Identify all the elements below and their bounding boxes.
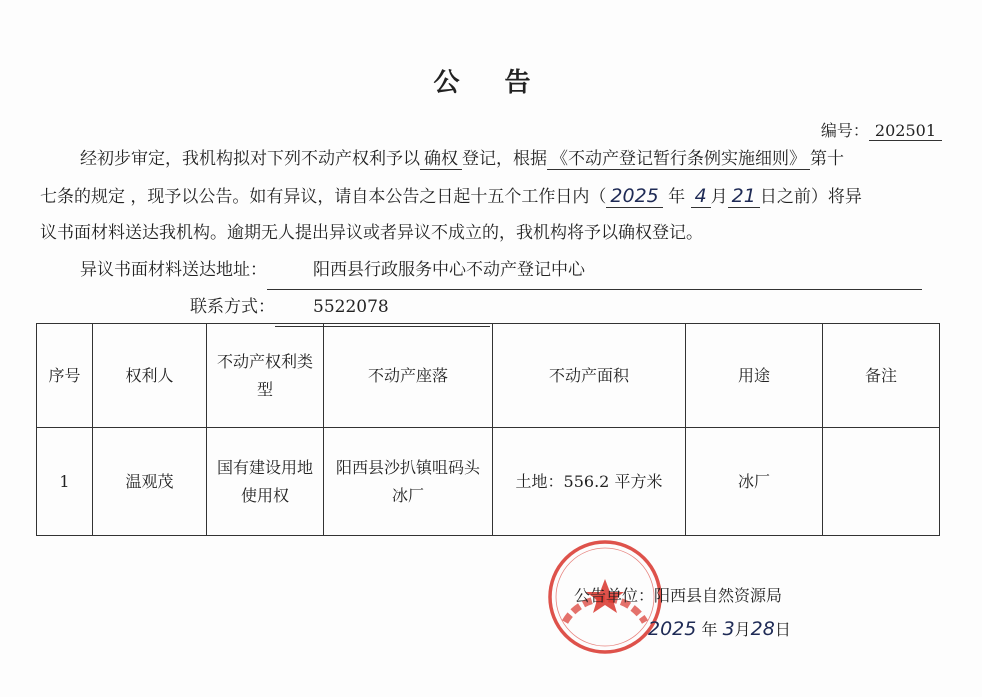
address-row bbox=[80, 252, 922, 290]
column-header: 序号 bbox=[37, 324, 93, 428]
body-text: 年 bbox=[668, 187, 686, 207]
date-text: 月 bbox=[734, 620, 751, 639]
table-cell: 1 bbox=[37, 428, 93, 536]
body-text: 第十 bbox=[810, 149, 844, 169]
column-header: 不动产面积 bbox=[493, 324, 686, 428]
issuer-label: 公告单位： bbox=[574, 586, 655, 605]
notice-number-label: 编号： bbox=[820, 121, 869, 140]
body-line-1 bbox=[80, 141, 844, 178]
body-text: 日之前）将异 bbox=[759, 187, 862, 207]
issue-year: 2025 bbox=[648, 618, 697, 640]
notice-title: 公 告 bbox=[433, 68, 549, 98]
property-table bbox=[36, 323, 940, 536]
notice-number-value: 202501 bbox=[869, 121, 942, 141]
table-cell: 阳西县沙扒镇咀码头冰厂 bbox=[324, 428, 493, 536]
law-reference: 《不动产登记暂行条例实施细则》 bbox=[547, 149, 810, 170]
column-header: 不动产权利类型 bbox=[207, 324, 324, 428]
body-text: 月 bbox=[710, 187, 728, 207]
body-line-3: 议书面材料送达我机构。逾期无人提出异议或者异议不成立的，我机构将予以确权登记。 bbox=[40, 223, 703, 243]
table-cell bbox=[823, 428, 940, 536]
deadline-day: 21 bbox=[728, 185, 760, 208]
contact-value: 5522078 bbox=[313, 297, 389, 317]
issuer-name: 阳西县自然资源局 bbox=[654, 586, 783, 605]
address-field bbox=[267, 252, 922, 290]
column-header: 权利人 bbox=[93, 324, 207, 428]
date-text: 日 bbox=[774, 620, 791, 639]
date-text: 年 bbox=[701, 620, 718, 639]
table-cell: 温观茂 bbox=[93, 428, 207, 536]
body-text: 七条的规定 ，现予以公告。如有异议，请自本公告之日起十五个工作日内（ bbox=[40, 187, 607, 207]
column-header: 不动产座落 bbox=[324, 324, 493, 428]
contact-label: 联系方式： bbox=[190, 297, 275, 317]
table-row bbox=[37, 428, 940, 536]
issue-day: 28 bbox=[750, 618, 775, 640]
table-cell: 冰厂 bbox=[686, 428, 823, 536]
column-header: 用途 bbox=[686, 324, 823, 428]
issue-month: 3 bbox=[722, 618, 735, 640]
issuer-row bbox=[574, 583, 782, 606]
contact-field bbox=[275, 289, 490, 327]
issue-date bbox=[648, 617, 791, 640]
registration-type: 确权 bbox=[420, 149, 462, 170]
table-cell: 土地：556.2 平方米 bbox=[493, 428, 686, 536]
body-text: 登记，根据 bbox=[462, 149, 547, 169]
body-text: 经初步审定，我机构拟对下列不动产权利予以 bbox=[80, 149, 420, 169]
contact-row bbox=[190, 289, 490, 327]
body-line-2 bbox=[40, 178, 862, 216]
address-value: 阳西县行政服务中心不动产登记中心 bbox=[313, 260, 585, 280]
table-cell: 国有建设用地使用权 bbox=[207, 428, 324, 536]
column-header: 备注 bbox=[823, 324, 940, 428]
deadline-month: 4 bbox=[691, 185, 711, 208]
notice-number bbox=[821, 118, 942, 141]
table-header-row bbox=[37, 324, 940, 428]
deadline-year: 2025 bbox=[606, 185, 662, 208]
address-label: 异议书面材料送达地址： bbox=[80, 260, 267, 280]
